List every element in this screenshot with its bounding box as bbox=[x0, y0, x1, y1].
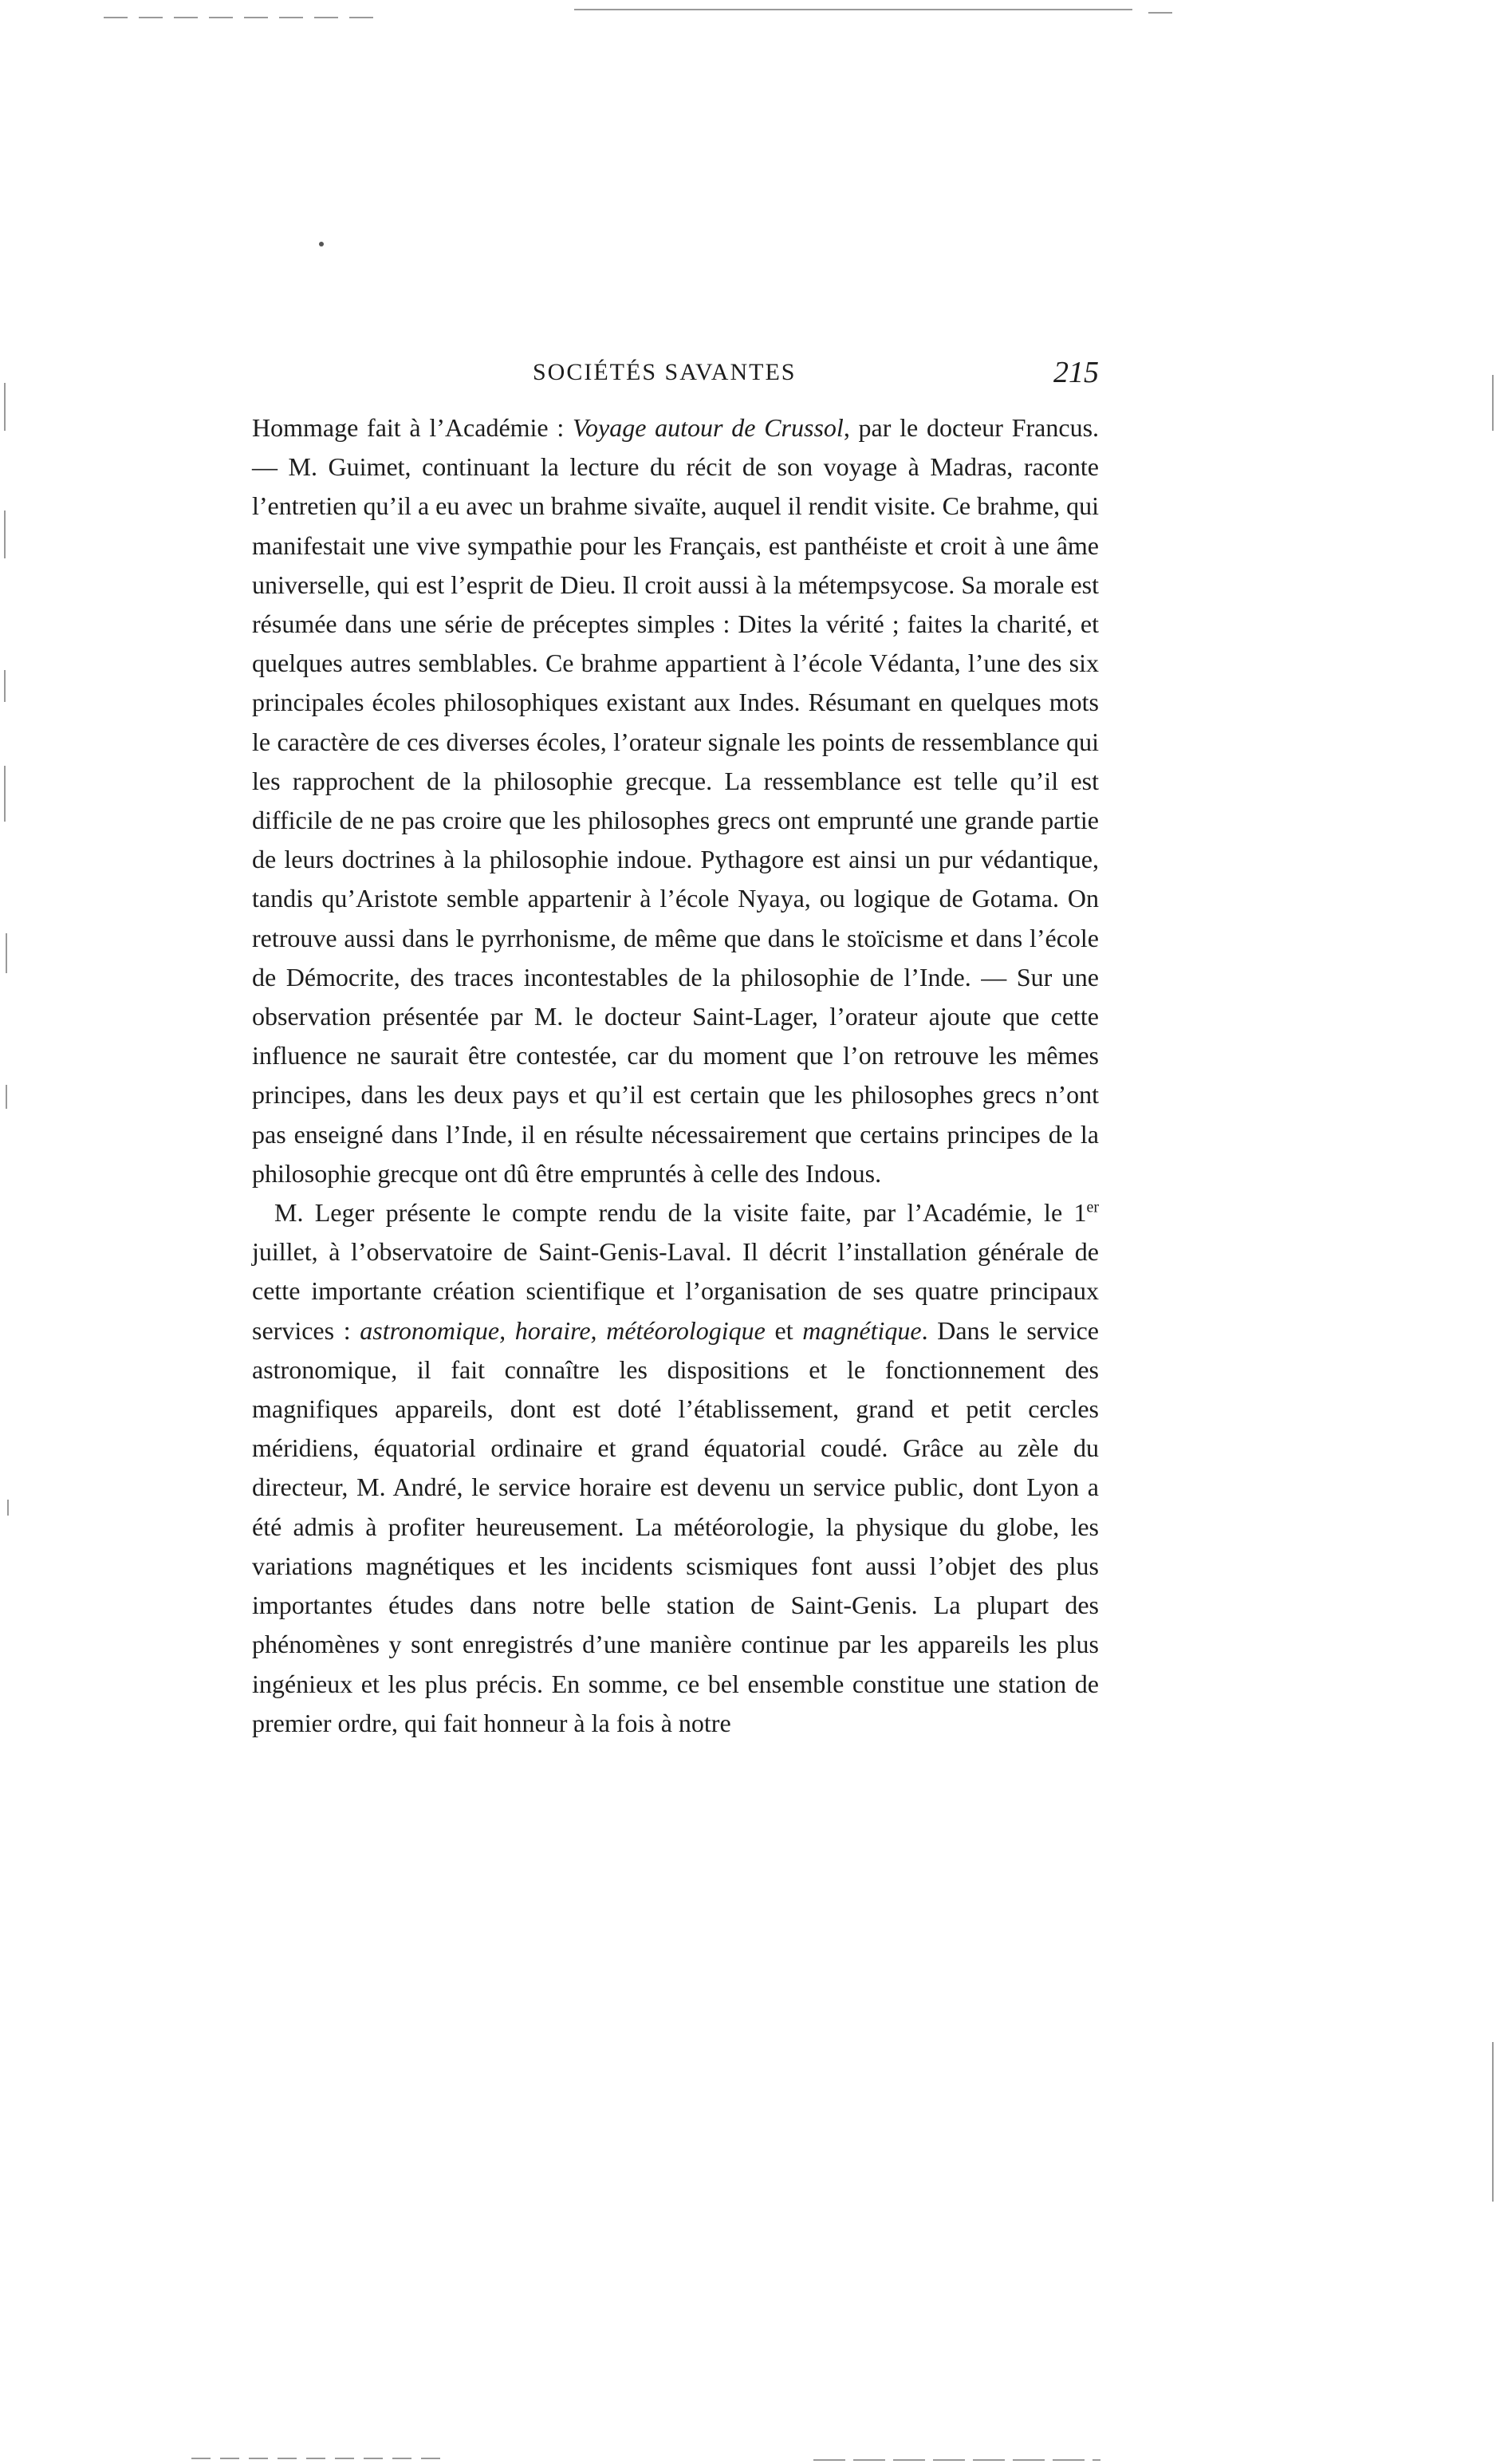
running-head: SOCIÉTÉS SAVANTES bbox=[533, 359, 797, 385]
paragraph-observatoire-visit bbox=[252, 1193, 1099, 1743]
paragraph-academie-hommage bbox=[252, 408, 1099, 1193]
page-number: 215 bbox=[1053, 356, 1099, 389]
text-run: juillet, à l’observatoire de Saint-Genis-Laval. Il décrit l’installation générale de cette importante création scientifique et l’organisation de ses quatre principaux services : bbox=[252, 1237, 1099, 1345]
body-text bbox=[252, 408, 1099, 1743]
page-header bbox=[254, 354, 1099, 391]
text-run: Hommage fait à l’Académie : bbox=[252, 413, 573, 442]
italic-services: astronomique, horaire, météorologique bbox=[360, 1315, 766, 1345]
text-run: et bbox=[765, 1315, 803, 1345]
text-run: , par le docteur Francus. — M. Guimet, continuant la lecture du récit de son voyage à Madras, raconte l’entretien qu’il a eu avec un brahme sivaïte, auquel il rendit visite. Ce brahme, qui manifestait une vive sympathie pour les Français, est panthéiste et croit à une âme universelle, qui est l’esprit de Dieu. Il croit aussi à la métempsycose. Sa morale est résumée dans une série de préceptes simples : Dites la vérité ; faites la charité, et quelques autres semblables. Ce brahme appartient à l’école Védanta, l’une des six principales écoles philosophiques existant aux Indes. Résumant en quelques mots le caractère de ces diverses écoles, l’orateur signale les points de ressemblance qui les rapprochent de la philosophie grecque. La ressemblance est telle qu’il est difficile de ne pas croire que les philosophes grecs ont emprunté une grande partie de leurs doctrines à la philosophie indoue. Pythagore est ainsi un pur védantique, tandis qu’Aristote semble appartenir à l’école Nyaya, ou logique de Gotama. On retrouve aussi dans le pyrrhonisme, de même que dans le stoïcisme et dans l’école de Démocrite, des traces incontestables de la philosophie de l’Inde. — Sur une observation présentée par M. le docteur Saint-Lager, l’orateur ajoute que cette influence ne saurait être contestée, car du moment que l’on retrouve les mêmes principes, dans les deux pays et qu’il est certain que les philosophes grecs n’ont pas enseigné dans l’Inde, il en résulte nécessairement que certains principes de la philosophie grecque ont dû être empruntés à celle des Indous. bbox=[252, 413, 1100, 1188]
ink-speck bbox=[319, 242, 324, 246]
text-run: . Dans le service astronomique, il fait connaître les dispositions et le fonctionnement des magnifiques appareils, dont est doté l’établissement, grand et petit cercles méridiens, équatorial ordinaire et grand équatorial coudé. Grâce au zèle du directeur, M. André, le service horaire est devenu un service public, dont Lyon a été admis à profiter heureusement. La météorologie, la physique du globe, les variations magnétiques et les incidents scismiques font aussi l’objet des plus importantes études dans notre belle station de Saint-Genis. La plupart des phénomènes y sont enregistrés d’une manière continue par les appareils les plus ingénieux et les plus précis. En somme, ce bel ensemble constitue une station de premier ordre, qui fait honneur à la fois à notre bbox=[252, 1315, 1099, 1737]
superscript: er bbox=[1086, 1198, 1099, 1216]
text-run: M. Leger présente le compte rendu de la visite faite, par l’Académie, le 1 bbox=[274, 1198, 1087, 1228]
italic-magnetique: magnétique bbox=[802, 1315, 922, 1345]
book-title: Voyage autour de Crussol bbox=[573, 413, 844, 442]
